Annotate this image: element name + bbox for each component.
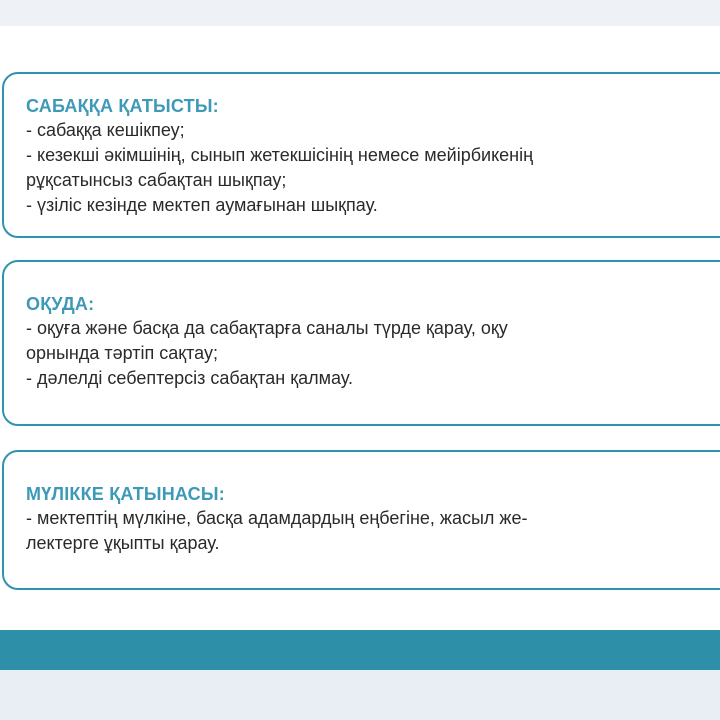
bottom-strip [0,670,720,720]
section-line: - үзіліс кезінде мектеп аумағынан шықпау. [26,195,378,215]
section-line: - кезекші әкімшінің, сынып жетекшісінің немесе мейірбикенің [26,145,534,165]
section-line: лектерге ұқыпты қарау. [26,533,220,553]
section-heading: САБАҚҚА ҚАТЫСТЫ: [26,96,219,116]
section-heading: МҮЛІККЕ ҚАТЫНАСЫ: [26,484,225,504]
section-line: - дәлелді себептерсіз сабақтан қалмау. [26,368,353,388]
section-heading: ОҚУДА: [26,294,95,314]
section-line: рұқсатынсыз сабақтан шықпау; [26,170,287,190]
section-line: - мектептің мүлкіне, басқа адамдардың еңбегіне, жасыл же- [26,508,528,528]
section-line: - сабаққа кешікпеу; [26,120,185,140]
section-line: орнында тәртіп сақтау; [26,343,218,363]
bottom-band [0,630,720,670]
section-line: - оқуға және басқа да сабақтарға саналы түрде қарау, оқу [26,318,508,338]
section-card-attendance [2,72,720,238]
top-strip [0,0,720,26]
section-card-studies [2,260,720,426]
section-card-property [2,450,720,590]
